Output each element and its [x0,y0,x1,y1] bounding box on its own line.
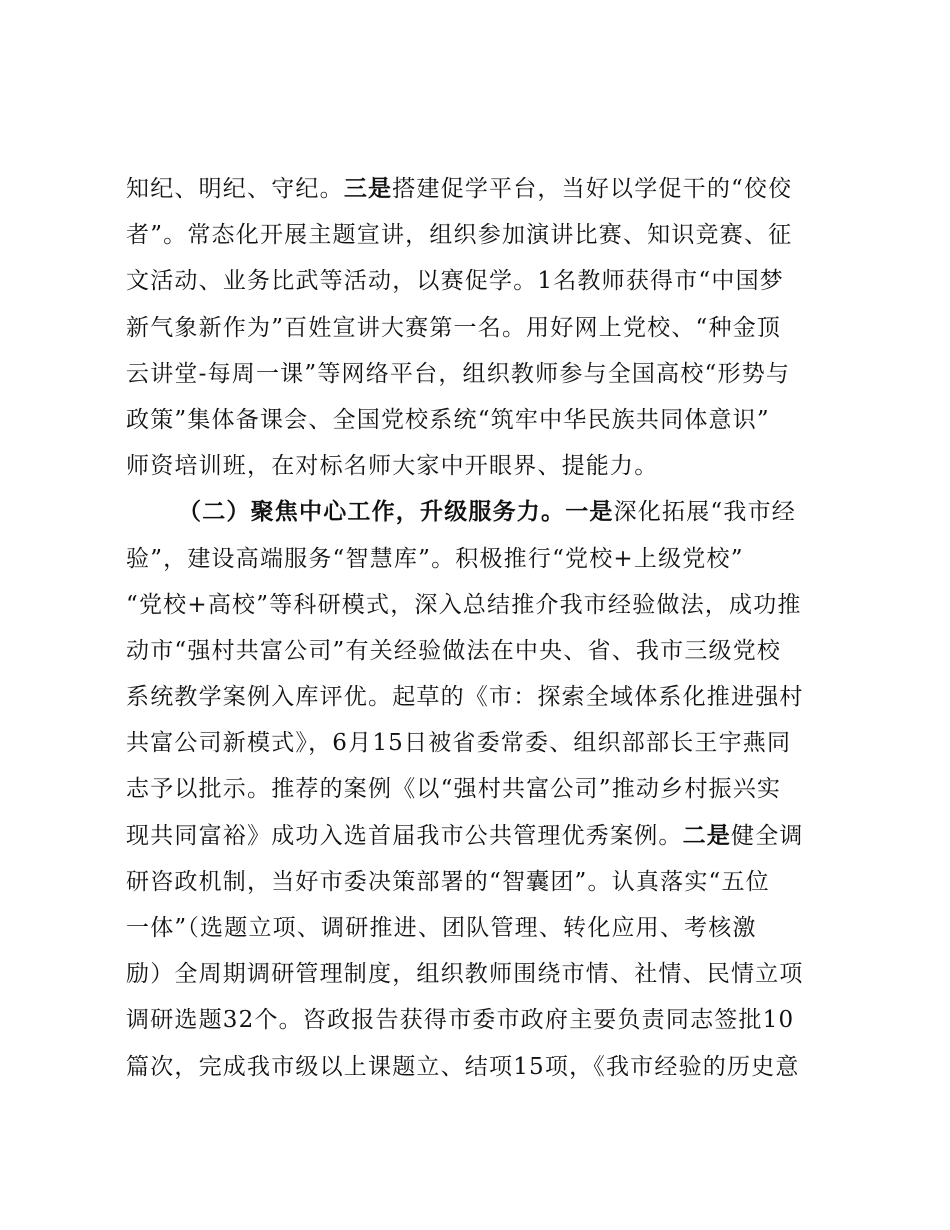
text-line [126,212,834,258]
text-span: 研咨政机制，当好市委决策部署的“智囊团”。认真落实“五位 [126,868,770,895]
text-span: 师资培训班，在对标名师大家中开眼界、提能力。 [126,453,659,480]
text-span: “党校+高校”等科研模式，深入总结推介我市经验做法，成功推 [126,591,802,618]
text-span: 新气象新作为”百姓宣讲大赛第一名。用好网上党校、“种金顶 [126,314,782,341]
text-line [126,166,834,212]
text-span: 搭建促学平台，当好以学促干的“佼佼 [392,176,793,202]
text-line [126,813,834,859]
body-text [126,166,834,1090]
text-line [126,905,834,951]
section-heading: （二）聚焦中心工作，升级服务力。 [178,498,566,526]
text-span: 健全调 [731,822,804,849]
text-span: 励）全周期调研管理制度，组织教师围绕市情、社情、民情立项 [126,961,804,988]
text-span: 一体”（选题立项、调研推进、团队管理、转化应用、考核激 [126,915,757,941]
text-line [126,258,834,304]
text-span: 动市“强村共富公司”有关经验做法在中央、省、我市三级党校 [126,637,782,664]
section-heading-line [126,489,834,535]
text-span: 文活动、业务比武等活动，以赛促学。1名教师获得市“中国梦 [126,268,784,295]
text-line [126,674,834,720]
text-span: 政策”集体备课会、全国党校系统“筑牢中华民族共同体意识” [126,406,770,433]
text-line [126,1044,834,1090]
text-line [126,997,834,1043]
text-span: 共富公司新模式》，6月15日被省委常委、组织部部长王宇燕同 [126,730,792,757]
text-span: 志予以批示。推荐的案例《以“强村共富公司”推动乡村振兴实 [126,776,782,803]
bold-span: 二是 [682,821,732,849]
text-span: 云讲堂-每周一课”等网络平台，组织教师参与全国高校“形势与 [126,360,791,387]
text-line [126,766,834,812]
text-line [126,582,834,628]
text-span: 调研选题32个。咨政报告获得市委市政府主要负责同志签批10 [126,1007,795,1034]
text-line [126,351,834,397]
text-span: 篇次，完成我市级以上课题立、结项15项，《我市经验的历史意 [126,1053,800,1080]
text-line [126,305,834,351]
text-line [126,859,834,905]
text-span: 深化拓展“我市经 [613,499,796,526]
text-span: 验”，建设高端服务“智慧库”。积极推行“党校+上级党校” [126,545,744,572]
text-line [126,443,834,489]
text-span: 系统教学案例入库评优。起草的《市：探索全域体系化推进强村 [126,684,804,711]
text-span: 现共同富裕》成功入选首届我市公共管理优秀案例。 [126,822,683,849]
text-line [126,951,834,997]
bold-span: 一是 [565,498,614,526]
text-span: 者”。常态化开展主题宣讲，组织参加演讲比赛、知识竞赛、征 [126,222,793,249]
bold-span: 三是 [343,175,393,202]
text-span: 知纪、明纪、守纪。 [126,176,344,202]
text-line [126,536,834,582]
text-line [126,397,834,443]
text-line [126,628,834,674]
text-line [126,720,834,766]
